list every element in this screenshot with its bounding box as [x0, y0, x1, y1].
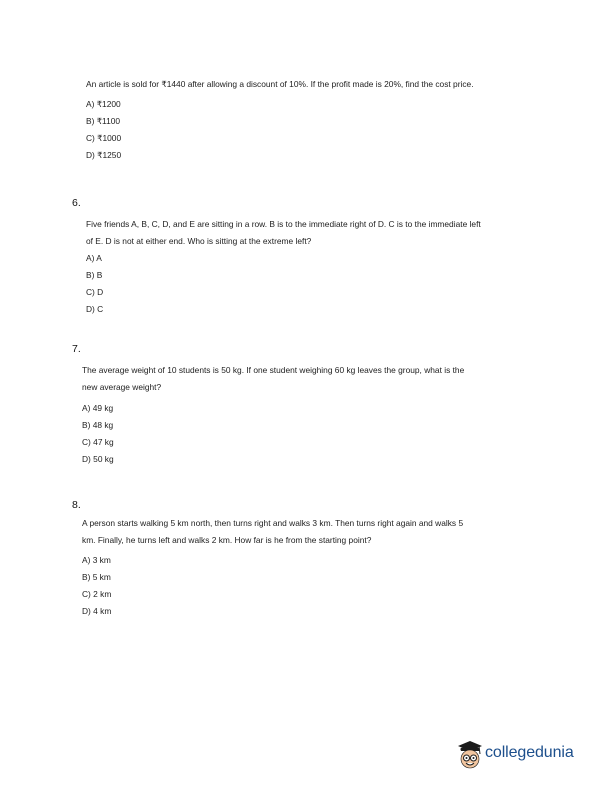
collegedunia-logo [455, 738, 595, 774]
logo-text: collegedunia [485, 744, 574, 761]
option-c: C) 47 kg [82, 437, 114, 447]
option-b: B) 5 km [82, 572, 111, 582]
option-c: C) 2 km [82, 589, 112, 599]
question-text [86, 216, 481, 250]
question-number: 8. [72, 499, 81, 511]
option-b: B) 48 kg [82, 420, 114, 430]
question-text [82, 515, 463, 549]
option-b: B) B [86, 270, 103, 280]
question-text-line: The average weight of 10 students is 50 kg. If one student weighing 60 kg leaves the group, what is the [82, 365, 465, 375]
question-number: 7. [72, 343, 81, 355]
graduate-mascot-icon [455, 738, 485, 774]
options-list [86, 250, 103, 318]
option-c: C) D [86, 287, 104, 297]
option-a: A) 49 kg [82, 403, 114, 413]
question-text-line: km. Finally, he turns left and walks 2 km. How far is he from the starting point? [82, 535, 372, 545]
option-d: D) ₹1250 [86, 150, 122, 160]
question-text-line: of E. D is not at either end. Who is sitting at the extreme left? [86, 236, 312, 246]
options-list [82, 400, 114, 468]
question-text-line: new average weight? [82, 382, 162, 392]
question-text: An article is sold for ₹1440 after allowing a discount of 10%. If the profit made is 20%, find the cost price. [86, 79, 474, 89]
question-text [82, 362, 464, 396]
option-a: A) A [86, 253, 102, 263]
question-number: 6. [72, 197, 81, 209]
option-d: D) 50 kg [82, 454, 114, 464]
option-d: D) 4 km [82, 606, 112, 616]
option-b: B) ₹1100 [86, 116, 121, 126]
option-a: A) 3 km [82, 555, 111, 565]
options-list [82, 552, 111, 620]
options-list [86, 96, 121, 164]
option-a: A) ₹1200 [86, 99, 121, 109]
question-text-line: Five friends A, B, C, D, and E are sitting in a row. B is to the immediate right of D. C is to the immediate left [86, 219, 481, 229]
option-c: C) ₹1000 [86, 133, 122, 143]
question-text-line: A person starts walking 5 km north, then turns right and walks 3 km. Then turns right again and walks 5 [82, 518, 464, 528]
option-d: D) C [86, 304, 104, 314]
